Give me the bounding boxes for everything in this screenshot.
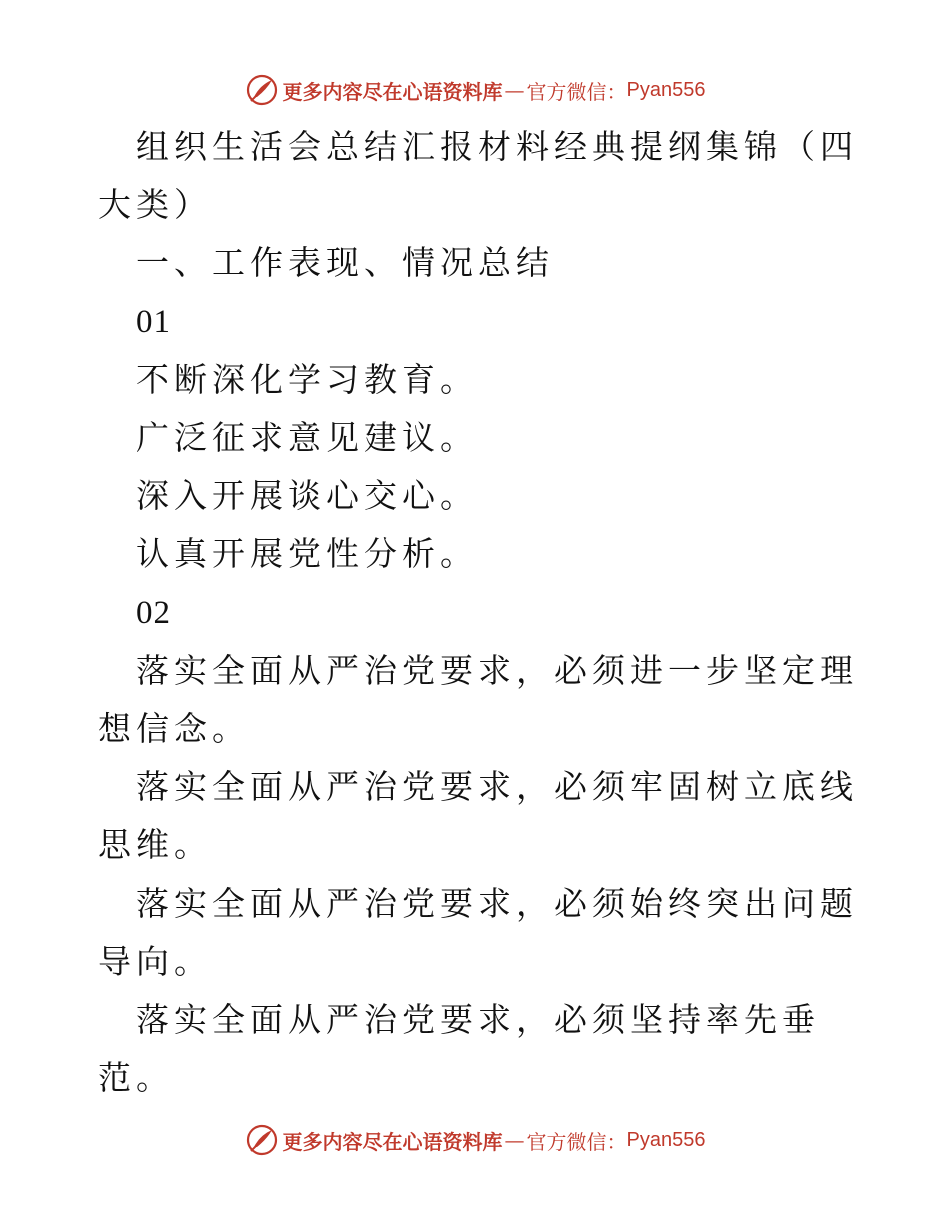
group-number: 02 xyxy=(136,594,171,631)
quill-logo-icon xyxy=(245,73,279,107)
list-item: 落实全面从严治党要求，必须始终突出问题导向。 xyxy=(98,883,858,981)
header-banner xyxy=(0,70,950,110)
list-item: 不断深化学习教育。 xyxy=(136,359,478,399)
list-item: 认真开展党性分析。 xyxy=(136,534,478,574)
list-item: 深入开展谈心交心。 xyxy=(136,476,478,516)
list-item: 广泛征求意见建议。 xyxy=(136,418,478,458)
list-item: 落实全面从严治党要求，必须进一步坚定理想信念。 xyxy=(98,650,858,749)
banner-slogan: 更多内容尽在心语资料库 xyxy=(282,1129,503,1154)
banner-wechat-label: 官方微信： xyxy=(526,79,627,104)
quill-logo-icon xyxy=(245,1123,279,1157)
list-item: 落实全面从严治党要求，必须牢固树立底线思维。 xyxy=(98,767,858,865)
banner-wechat-id: Pyan556 xyxy=(626,1128,706,1151)
document-title: 组织生活会总结汇报材料经典提纲集锦（四大类） xyxy=(98,127,858,225)
list-item: 落实全面从严治党要求，必须坚持率先垂范。 xyxy=(98,1000,820,1098)
banner-wechat-label: 官方微信： xyxy=(526,1129,627,1154)
banner-dash: — xyxy=(504,1128,525,1152)
banner-wechat-id: Pyan556 xyxy=(626,78,706,101)
section-heading: 一、工作表现、情况总结 xyxy=(136,243,554,283)
group-number: 01 xyxy=(136,303,171,340)
document-body xyxy=(98,118,858,1107)
banner-slogan: 更多内容尽在心语资料库 xyxy=(282,79,503,104)
banner-dash: — xyxy=(504,78,525,102)
footer-banner xyxy=(0,1120,950,1160)
